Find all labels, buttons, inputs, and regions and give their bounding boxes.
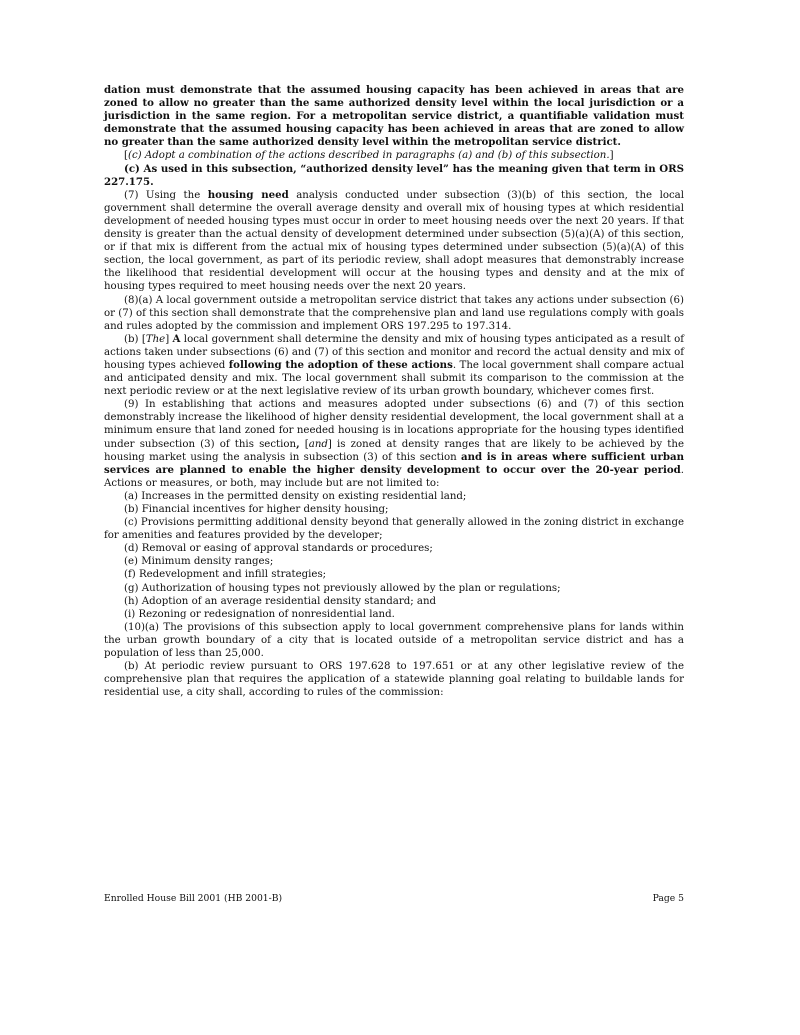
p9-text-e: ] is zoned at density ranges that are likely to be achieved by the housing market using the analysis in subsection (3) of this section [104, 438, 684, 463]
p7-text-c: analysis conducted under subsection (3)(b) of this section, the local government shall determine the overall average density and overall mix of housing types at which residential development of needed housing types must occur in order to meet housing needs over the next 20 years. If that density is greater than the actual density of development determined under subsection (5)(a)(A) of this section, or if that mix is different from the actual mix of housing types determined under subsection (5)(a)(A) of this section, the local government, as part of its periodic review, shall adopt measures that demonstrably increase the likelihood that residential development will occur at the housing types and density and at the mix of housing types required to meet housing needs over the next 20 years. [104, 189, 684, 293]
p7-text-a: (7) Using the [124, 189, 208, 201]
footer-page-number: Page 5 [652, 893, 684, 904]
list-item: (i) Rezoning or redesignation of nonresidential land. [124, 608, 395, 620]
bracket-open: [ [124, 150, 128, 162]
paragraph-10a: (10)(a) The provisions of this subsection apply to local government comprehensive plans for lands within the urban growth boundary of a city that is located outside of a metropolitan service district and has a population of less than 25,000. [104, 621, 684, 660]
p9-text-g: . Actions or measures, or both, may include but are not limited to: [104, 464, 684, 489]
p9-bold-urban-services: and is in areas where sufficient urban services are planned to enable the higher density development to occur over the 20-year period [104, 450, 684, 476]
list-item: (h) Adoption of an average residential density standard; and [124, 595, 437, 607]
paragraph-8b [104, 333, 684, 398]
bracket-close: ] [609, 150, 614, 162]
p9-bold-comma: , [296, 437, 300, 450]
footer-bill-title: Enrolled House Bill 2001 (HB 2001-B) [104, 893, 283, 904]
deleted-text: (c) Adopt a combination of the actions described in paragraphs (a) and (b) of this subsection. [127, 150, 610, 162]
paragraph-new-c: (c) As used in this subsection, “authorized density level” has the meaning given that term in ORS 227.175. [104, 162, 684, 188]
p8b-text-g: . The local government shall compare actual and anticipated density and mix. The local government shall submit its comparison to the commission at the next periodic review or at the next legislative review of its urban growth boundary, whichever comes first. [104, 359, 684, 398]
p8b-deleted-the: The [145, 333, 166, 345]
p8b-bold-following: following the adoption of these actions [228, 358, 453, 371]
p9-text-a: (9) In establishing that actions and measures adopted under subsections (6) and (7) of this section demonstrably increase the likelihood of higher density residential development, the local government shall at a minimum ensure that land zoned for needed housing is in locations appropriate for the housing types identified under subsection (3) of this section [104, 399, 684, 450]
paragraph-10b: (b) At periodic review pursuant to ORS 197.628 to 197.651 or at any other legislative review of the comprehensive plan that requires the application of a statewide planning goal relating to buildable lands for residential use, a city shall, according to rules of the commission: [104, 661, 684, 699]
paragraph-continuation: dation must demonstrate that the assumed housing capacity has been achieved in areas that are zoned to allow no greater than the same authorized density level within the local jurisdiction or a jurisdiction in the same region. For a metropolitan service district, a quantifiable validation must demonstrate that the assumed housing capacity has been achieved in areas that are zoned to allow no greater than the same authorized density level within the metropolitan service district. [104, 84, 684, 149]
p8b-text-c: ] [165, 333, 173, 345]
bill-page-body [104, 84, 684, 699]
list-item: (c) Provisions permitting additional density beyond that generally allowed in the zoning district in exchange for amenities and features provided by the developer; [104, 517, 685, 542]
paragraph-8a: (8)(a) A local government outside a metropolitan service district that takes any actions under subsection (6) or (7) of this section shall demonstrate that the comprehensive plan and land use regulations comply with goals and rules adopted by the commission and implement ORS 197.295 to 197.314. [104, 294, 684, 332]
p7-bold-housing-need: housing need [207, 188, 289, 201]
p9-text-c: [ [299, 438, 309, 450]
list-item: (g) Authorization of housing types not previously allowed by the plan or regulations; [124, 582, 561, 594]
p8b-bold-a: A [172, 332, 181, 345]
paragraph-7 [104, 189, 684, 294]
list-item: (f) Redevelopment and infill strategies; [124, 569, 327, 581]
page-footer [104, 893, 684, 904]
p8b-text-e: local government shall determine the density and mix of housing types anticipated as a result of actions taken under subsections (6) and (7) of this section and monitor and record the actual density and mix of housing types achieved [104, 333, 685, 371]
p9-deleted-and: and [308, 438, 328, 450]
list-item: (b) Financial incentives for higher density housing; [124, 504, 389, 515]
paragraph-deleted-c [104, 149, 684, 162]
list-item: (a) Increases in the permitted density on existing residential land; [124, 490, 467, 502]
list-item: (e) Minimum density ranges; [124, 556, 274, 568]
list-item: (d) Removal or easing of approval standards or procedures; [124, 543, 433, 555]
p8b-text-a: (b) [ [124, 333, 146, 345]
paragraph-9 [104, 398, 684, 490]
